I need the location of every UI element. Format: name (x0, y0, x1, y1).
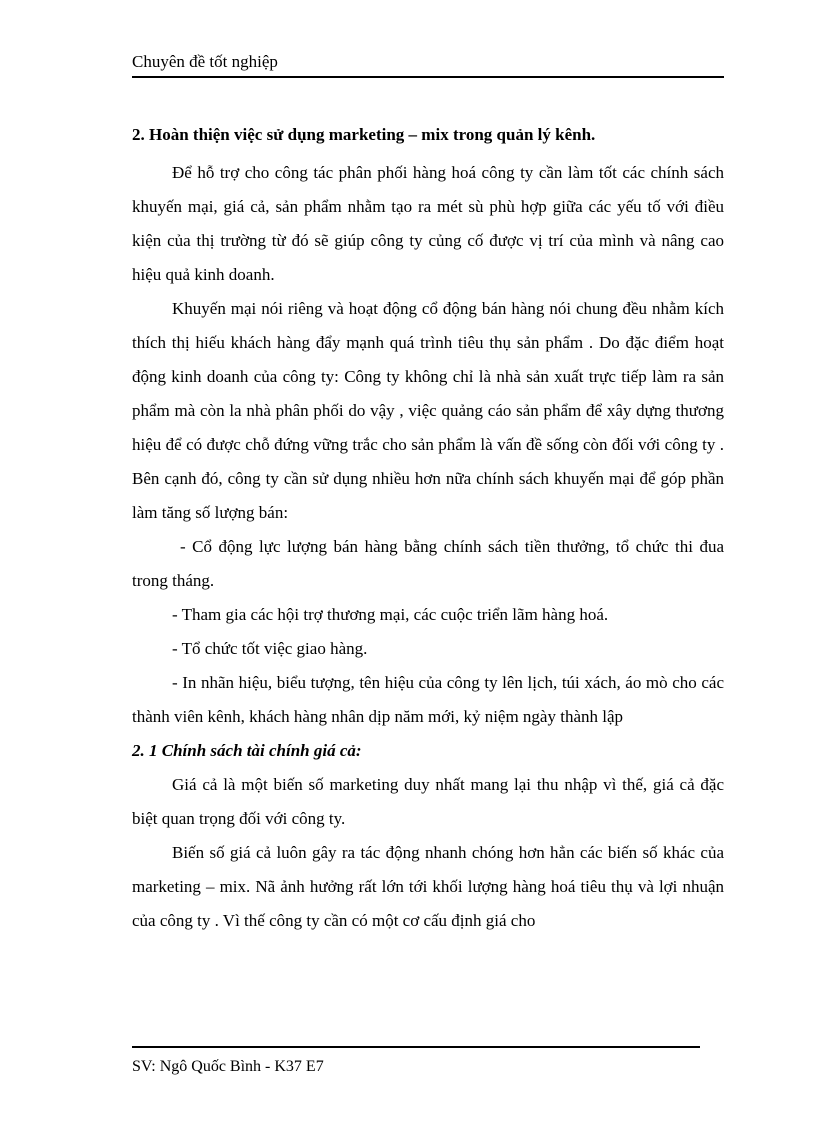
paragraph: Biến số giá cả luôn gây ra tác động nhanh chóng hơn hẳn các biến số khác của marketing – mix. Nã ảnh hưởng rất lớn tới khối lượng hàng hoá tiêu thụ và lợi nhuận của công ty . Vì thế công ty cần có một cơ cấu định giá cho (132, 843, 724, 930)
list-item: - In nhãn hiệu, biểu tượng, tên hiệu của công ty lên lịch, túi xách, áo mò cho các thành viên kênh, khách hàng nhân dịp năm mới, kỷ niệm ngày thành lập (132, 673, 724, 726)
paragraph: Giá cả là một biến số marketing duy nhất mang lại thu nhập vì thế, giá cả đặc biệt quan trọng đối với công ty. (132, 775, 724, 828)
section-heading: 2. Hoàn thiện việc sử dụng marketing – mix trong quản lý kênh. (132, 125, 596, 144)
page-content (132, 118, 724, 938)
list-item: - Tham gia các hội trợ thương mại, các cuộc triển lãm hàng hoá. (172, 605, 609, 624)
subsection-heading: 2. 1 Chính sách tài chính giá cả: (132, 741, 362, 760)
page-header (132, 52, 724, 78)
list-item: - Tổ chức tốt việc giao hàng. (172, 639, 368, 658)
page-footer (132, 1046, 700, 1076)
list-item: - Cổ động lực lượng bán hàng bằng chính sách tiền thưởng, tổ chức thi đua trong tháng. (132, 537, 724, 590)
header-title: Chuyên đề tốt nghiệp (132, 52, 278, 71)
paragraph: Khuyến mại nói riêng và hoạt động cổ động bán hàng nói chung đều nhằm kích thích thị hiếu khách hàng đẩy mạnh quá trình tiêu thụ sản phẩm . Do đặc điểm hoạt động kinh doanh của công ty: Công ty không chỉ là nhà sản xuất trực tiếp làm ra sản phẩm mà còn la nhà phân phối do vậy , việc quảng cáo sản phẩm để xây dựng thương hiệu để có được chỗ đứng vững trắc cho sản phẩm là vấn đề sống còn đối với công ty . Bên cạnh đó, công ty cần sử dụng nhiều hơn nữa chính sách khuyến mại để góp phần làm tăng số lượng bán: (132, 299, 724, 522)
paragraph: Để hỗ trợ cho công tác phân phối hàng hoá công ty cần làm tốt các chính sách khuyến mại, giá cả, sản phẩm nhằm tạo ra mét sù phù hợp giữa các yếu tố với điều kiện của thị trường từ đó sẽ giúp công ty củng cố được vị trí của mình và nâng cao hiệu quả kinh doanh. (132, 163, 724, 284)
footer-text: SV: Ngô Quốc Bình - K37 E7 (132, 1058, 324, 1075)
